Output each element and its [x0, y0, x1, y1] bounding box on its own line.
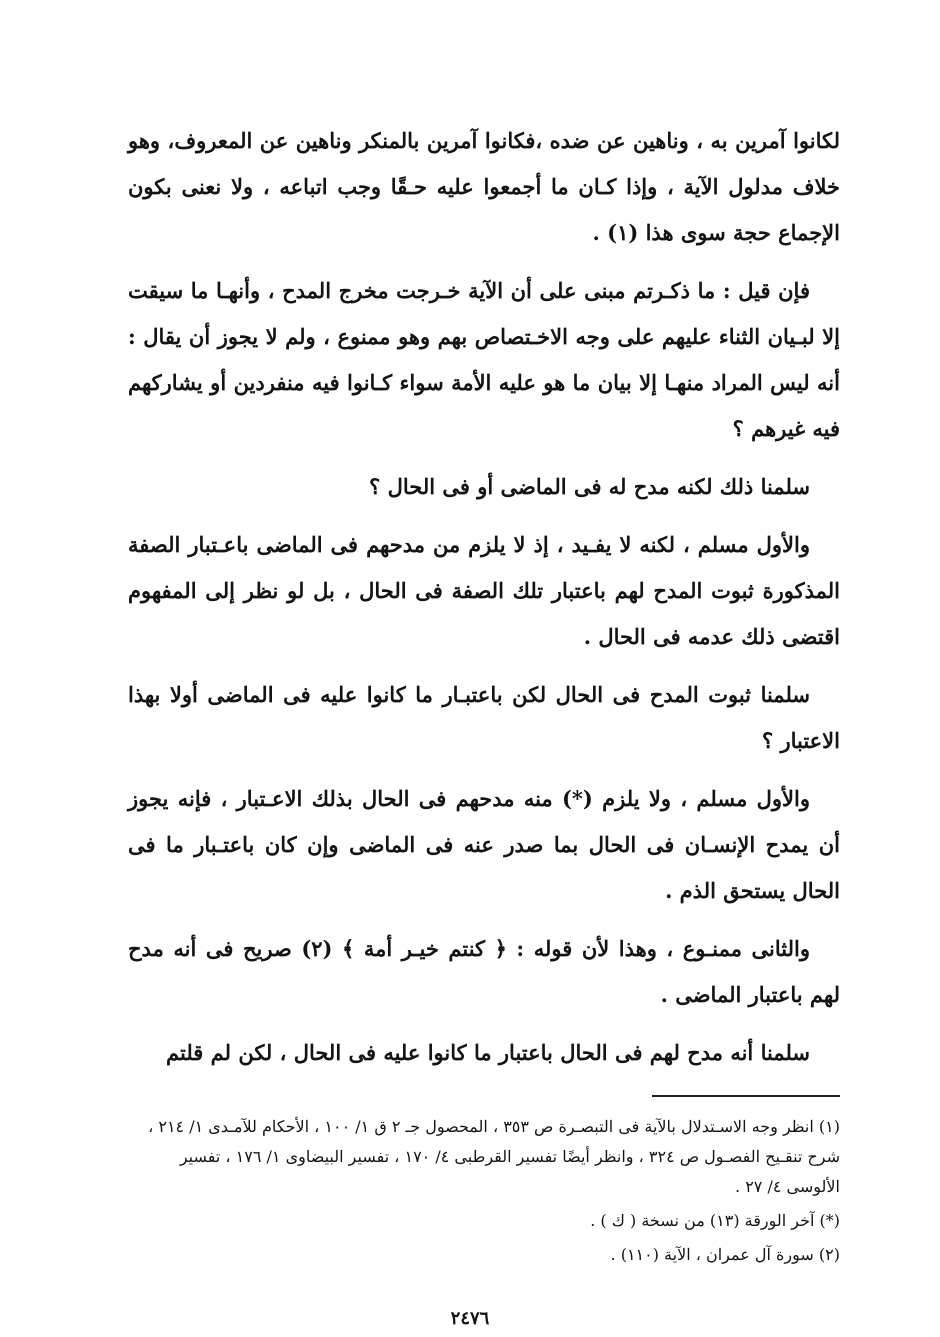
footnotes [128, 1112, 840, 1274]
main-text [128, 118, 840, 1088]
paragraph-3: سلمنا ذلك لكنه مدح له فى الماضى أو فى الحال ؟ [369, 474, 810, 499]
paragraph-8: سلمنا أنه مدح لهم فى الحال باعتبار ما كانوا عليه فى الحال ، لكن لم قلتم [166, 1040, 810, 1065]
page-number: ٢٤٧٦ [450, 1308, 490, 1329]
paragraph-1: لكانوا آمرين به ، وناهين عن ضده ،فكانوا آمرين بالمنكر وناهين عن المعروف، وهو خلاف مدلول الآية ، وإذا كـان ما أجمعوا عليه حـقًا وجب اتباعه ، ولا نعنى بكون الإجماع حجة سوى هذا (١) . [128, 128, 840, 245]
paragraph-6: والأول مسلم ، ولا يلزم (*) منه مدحهم فى الحال بذلك الاعـتبار ، فإنه يجوز أن يمدح الإنسـان فى الحال بما صدر عنه فى الماضى وإن كان باعتـبار ما فى الحال يستحق الذم . [128, 786, 840, 903]
footnote-2: (٢) سورة آل عمران ، الآية (١١٠) . [610, 1245, 840, 1264]
paragraph-5: سلمنا ثبوت المدح فى الحال لكن باعتبـار ما كانوا عليه فى الماضى أولا بهذا الاعتبار ؟ [128, 682, 840, 753]
footnote-1: (١) انظر وجه الاسـتدلال بالآية فى التبصـرة ص ٣٥٣ ، المحصول جـ ٢ ق ١/ ١٠٠ ، الأحكام للآمـدى ١/ ٢١٤ ، شرح تنقـيح الفصـول ص ٣٢٤ ، وانظر أيضًا تفسير القرطبى ٤/ ١٧٠ ، تفسير البيضاوى ١/ ١٧٦ ، تفسير الألوسى ٤/ ٢٧ . [148, 1117, 840, 1196]
paragraph-4: والأول مسلم ، لكنه لا يفـيد ، إذ لا يلزم من مدحهم فى الماضى باعـتبار الصفة المذكورة ثبوت المدح لهم باعتبار تلك الصفة فى الحال ، بل لو نظر إلى المفهوم اقتضى ذلك عدمه فى الحال . [128, 532, 840, 649]
paragraph-2: فإن قيل : ما ذكـرتم مبنى على أن الآية خـرجت مخرج المدح ، وأنهـا ما سيقت إلا لبـيان الثناء عليهم على وجه الاخـتصاص بهم وهو ممنوع ، ولم لا يجوز أن يقال : أنه ليس المراد منهـا إلا بيان ما هو عليه الأمة سواء كـانوا فيه منفردين أو يشاركهم فيه غيرهم ؟ [128, 278, 840, 441]
footnote-star: (*) آخر الورقة (١٣) من نسخة ( ك ) . [590, 1211, 840, 1230]
paragraph-7: والثانى ممنـوع ، وهذا لأن قوله : ﴿ كنتم خيـر أمة ﴾ (٢) صريح فى أنه مدح لهم باعتبار الماضى . [128, 936, 840, 1007]
footnote-divider [652, 1095, 840, 1097]
